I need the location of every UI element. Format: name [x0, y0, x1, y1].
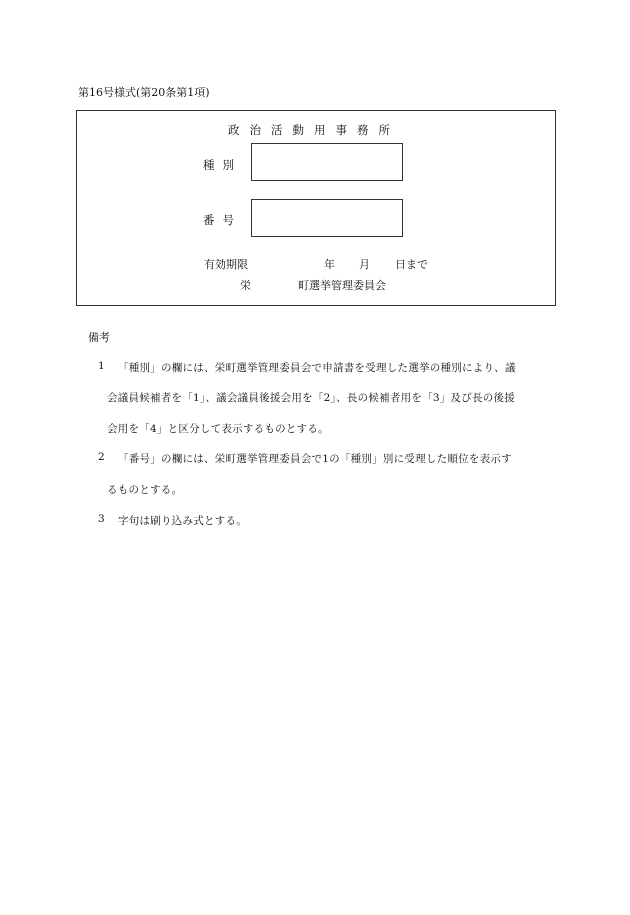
validity-day: 日まで: [395, 258, 428, 271]
note-1-number: 1: [98, 360, 105, 372]
note-3-line-1: 字句は刷り込み式とする。: [118, 515, 247, 527]
issuer-committee: 町選挙管理委員会: [298, 279, 386, 292]
number-label: 番号: [203, 213, 242, 227]
note-1-line-3: 会用を「4」と区分して表示するものとする。: [107, 423, 329, 435]
note-2-number: 2: [98, 451, 105, 463]
validity-month: 月: [359, 258, 370, 271]
note-1-line-2: 会議員候補者を「1」、議会議員後援会用を「2」、長の候補者用を「3」及び長の後援: [107, 392, 516, 404]
validity-year: 年: [324, 258, 335, 271]
validity-label: 有効期限: [204, 258, 248, 271]
form-number-heading: 第16号様式(第20条第1項): [78, 86, 210, 99]
note-1-line-1: 「種別」の欄には、栄町選挙管理委員会で申請書を受理した選挙の種別により、議: [118, 362, 516, 374]
note-2-line-1: 「番号」の欄には、栄町選挙管理委員会で1の「種別」別に受理した順位を表示す: [118, 453, 512, 465]
remarks-heading: 備考: [88, 331, 110, 344]
number-box: [251, 199, 403, 237]
issuer-town: 栄: [240, 279, 251, 292]
type-box: [251, 143, 403, 181]
note-2-line-2: るものとする。: [107, 484, 183, 496]
sign-title: 政治活動用事務所: [228, 123, 400, 137]
note-3-number: 3: [98, 513, 105, 525]
type-label: 種別: [203, 158, 242, 172]
